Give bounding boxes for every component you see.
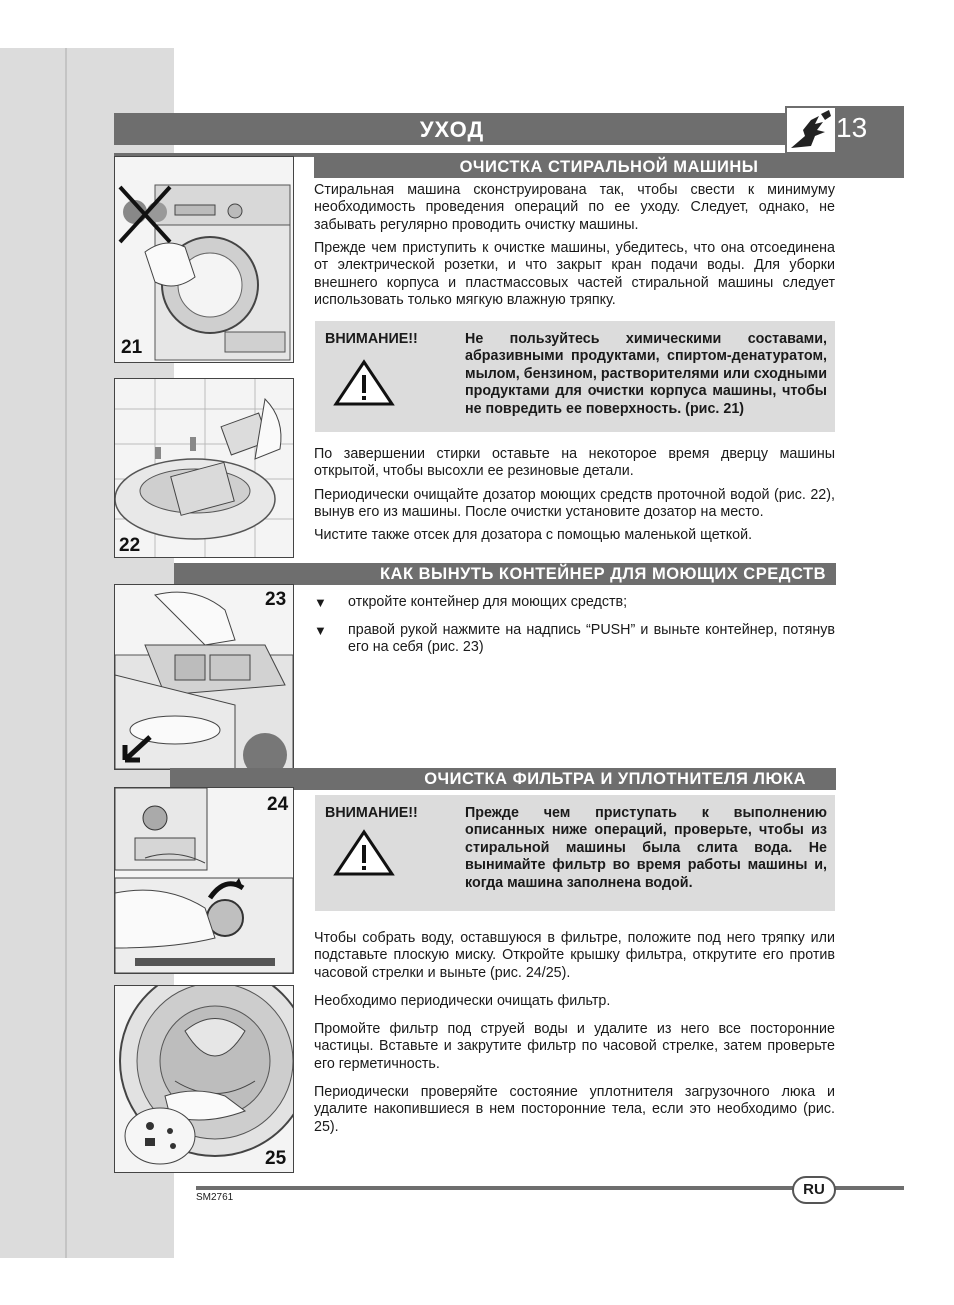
paragraph: Чистите также отсек для дозатора с помощью маленькой щеткой. xyxy=(314,527,753,543)
figure-24 xyxy=(114,787,294,974)
list-item xyxy=(314,622,835,658)
section-title-text: ОЧИСТКА ФИЛЬТРА И УПЛОТНИТЕЛЯ ЛЮКА xyxy=(424,770,806,788)
paragraph: Стиральная машина сконструирована так, чтобы свести к минимуму необходимость проведения операций по ее уходу. Следует, однако, не забывать регулярно проводить очистку машины. xyxy=(314,182,835,233)
figure-23 xyxy=(114,584,294,770)
triangle-bullet-icon: ▼ xyxy=(314,595,327,610)
warning-label: ВНИМАНИЕ!! xyxy=(325,331,418,347)
paragraph: По завершении стирки оставьте на некоторое время дверцу машины открытой, чтобы высохли ее резиновые детали. xyxy=(314,446,835,480)
paragraph: Промойте фильтр под струей воды и удалите из него все посторонние частицы. Вставьте и закрутите фильтр по часовой стрелке, затем проверьте его герметичность. xyxy=(314,1021,835,1072)
side-strip-line xyxy=(65,48,67,1258)
list-item xyxy=(314,594,835,612)
figure-number: 25 xyxy=(265,1148,287,1169)
paragraph: Периодически очищайте дозатор моющих средств проточной водой (рис. 22), вынув его из машины. После очистки установите дозатор на место. xyxy=(314,487,835,521)
paragraph: Чтобы собрать воду, оставшуюся в фильтре, положите под него тряпку или подставьте плоскую миску. Откройте крышку фильтра, открутите его против часовой стрелки и выньте (рис. 24/25). xyxy=(314,930,835,981)
section-title-container xyxy=(174,563,836,585)
paragraph: Необходимо периодически очищать фильтр. xyxy=(314,993,611,1009)
page-number: 13 xyxy=(836,112,868,143)
figure-number: 21 xyxy=(121,337,143,358)
language-badge: RU xyxy=(792,1176,836,1204)
figure-21 xyxy=(114,156,294,363)
triangle-bullet-icon: ▼ xyxy=(314,623,327,638)
warning-text: Не пользуйтесь химическими составами, абразивными продуктами, спиртом-денатуратом, мылом, бензином, растворителями или сходными продуктами для очистки корпуса машины, чтобы не повредить ее поверхность. (рис. 21) xyxy=(465,331,827,417)
figure-number: 23 xyxy=(265,589,287,610)
figure-25 xyxy=(114,985,294,1173)
document-code: SM2761 xyxy=(196,1192,234,1203)
figure-number: 24 xyxy=(267,794,289,815)
warning-triangle-icon xyxy=(333,829,395,877)
warning-box xyxy=(315,795,835,911)
warning-label: ВНИМАНИЕ!! xyxy=(325,805,418,821)
page-title: УХОД xyxy=(114,113,790,145)
list-item-text: откройте контейнер для моющих средств; xyxy=(348,594,628,610)
warning-text: Прежде чем приступать к выполнению описанных ниже операций, проверьте, чтобы из стиральной машины была слита вода. Не вынимайте фильтр во время работы машины и, когда машина заполнена водой. xyxy=(465,805,827,891)
warning-box xyxy=(315,321,835,432)
paragraph: Периодически проверяйте состояние уплотнителя загрузочного люка и удалите накопившиеся в нем посторонние тела, если это необходимо (рис. 25). xyxy=(314,1084,835,1135)
figure-22 xyxy=(114,378,294,558)
list-item-text: правой рукой нажмите на надпись “PUSH” и выньте контейнер, потянув его на себя (рис. 23) xyxy=(348,622,835,656)
section-title-cleaning: ОЧИСТКА СТИРАЛЬНОЙ МАШИНЫ xyxy=(314,156,904,178)
section-title-text: КАК ВЫНУТЬ КОНТЕЙНЕР ДЛЯ МОЮЩИХ СРЕДСТВ xyxy=(379,565,826,583)
warning-triangle-icon xyxy=(333,359,395,407)
paragraph: Прежде чем приступить к очистке машины, убедитесь, что она отсоединена от электрической розетки, и что закрыт кран подачи воды. Для уборки внешнего корпуса и пластмассовых частей стиральной машины следует использовать только мягкую влажную тряпку. xyxy=(314,240,835,309)
figure-number: 22 xyxy=(119,535,141,556)
